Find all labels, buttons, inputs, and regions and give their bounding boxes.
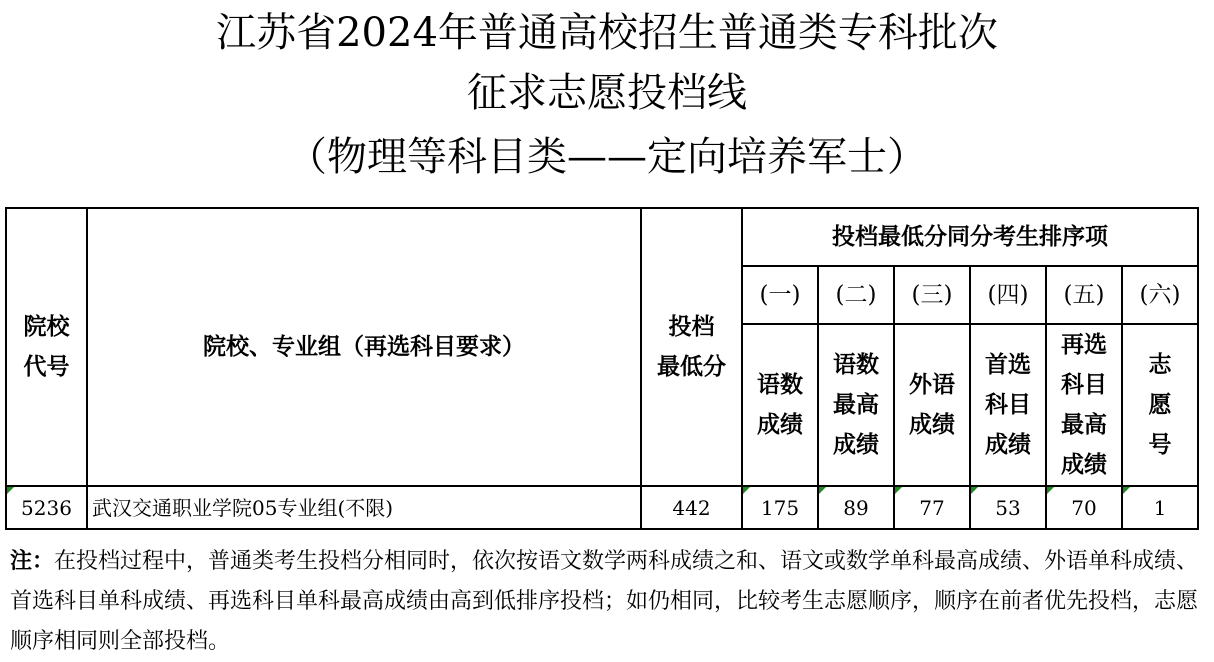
corner-marker [971, 487, 978, 494]
header-item-second-subject-max: 再选 科目 最高 成绩 [1046, 324, 1122, 486]
corner-marker [743, 487, 750, 494]
cell-rank-5: 70 [1046, 486, 1122, 529]
corner-marker [895, 487, 902, 494]
cell-rank-2: 89 [818, 486, 894, 529]
header-rank-2: (二) [818, 266, 894, 324]
corner-marker [819, 487, 826, 494]
page-subtitle: （物理等科目类——定向培养军士） [287, 134, 927, 180]
corner-marker [1047, 487, 1054, 494]
header-min-score: 投档 最低分 [641, 208, 742, 486]
header-rank-6: (六) [1122, 266, 1198, 324]
header-item-foreign-language: 外语 成绩 [894, 324, 970, 486]
header-rank-3: (三) [894, 266, 970, 324]
corner-marker [1123, 487, 1130, 494]
footnote [10, 541, 1206, 662]
cell-rank-3: 77 [894, 486, 970, 529]
header-school-name: 院校、专业组（再选科目要求） [87, 208, 641, 486]
cell-rank-1: 175 [742, 486, 818, 529]
header-rank-5: (五) [1046, 266, 1122, 324]
cell-school-code: 5236 [6, 486, 87, 529]
corner-marker [7, 487, 14, 494]
cell-rank-4: 53 [970, 486, 1046, 529]
header-school-code: 院校 代号 [6, 208, 87, 486]
header-rank-4: (四) [970, 266, 1046, 324]
header-item-first-subject: 首选 科目 成绩 [970, 324, 1046, 486]
header-rank-1: (一) [742, 266, 818, 324]
footnote-text: 在投档过程中，普通类考生投档分相同时，依次按语文数学两科成绩之和、语文或数学单科最高成绩、外语单科成绩、首选科目单科成绩、再选科目单科最高成绩由高到低排序投档；如仍相同，比较考生志愿顺序，顺序在前者优先投档，志愿顺序相同则全部投档。 [10, 549, 1199, 654]
header-item-chinese-math: 语数 成绩 [742, 324, 818, 486]
page-title-line-1: 江苏省2024年普通高校招生普通类专科批次 [216, 10, 998, 56]
footnote-label: 注： [10, 548, 55, 574]
admission-score-table [5, 207, 1199, 530]
header-tiebreak-group: 投档最低分同分考生排序项 [742, 208, 1198, 266]
header-item-chinese-math-max: 语数 最高 成绩 [818, 324, 894, 486]
header-item-preference-number: 志 愿 号 [1122, 324, 1198, 486]
cell-rank-6: 1 [1122, 486, 1198, 529]
table-row [6, 486, 1198, 529]
cell-min-score: 442 [641, 486, 742, 529]
page-title-line-2: 征求志愿投档线 [467, 70, 747, 116]
cell-school-name: 武汉交通职业学院05专业组(不限) [87, 486, 641, 529]
